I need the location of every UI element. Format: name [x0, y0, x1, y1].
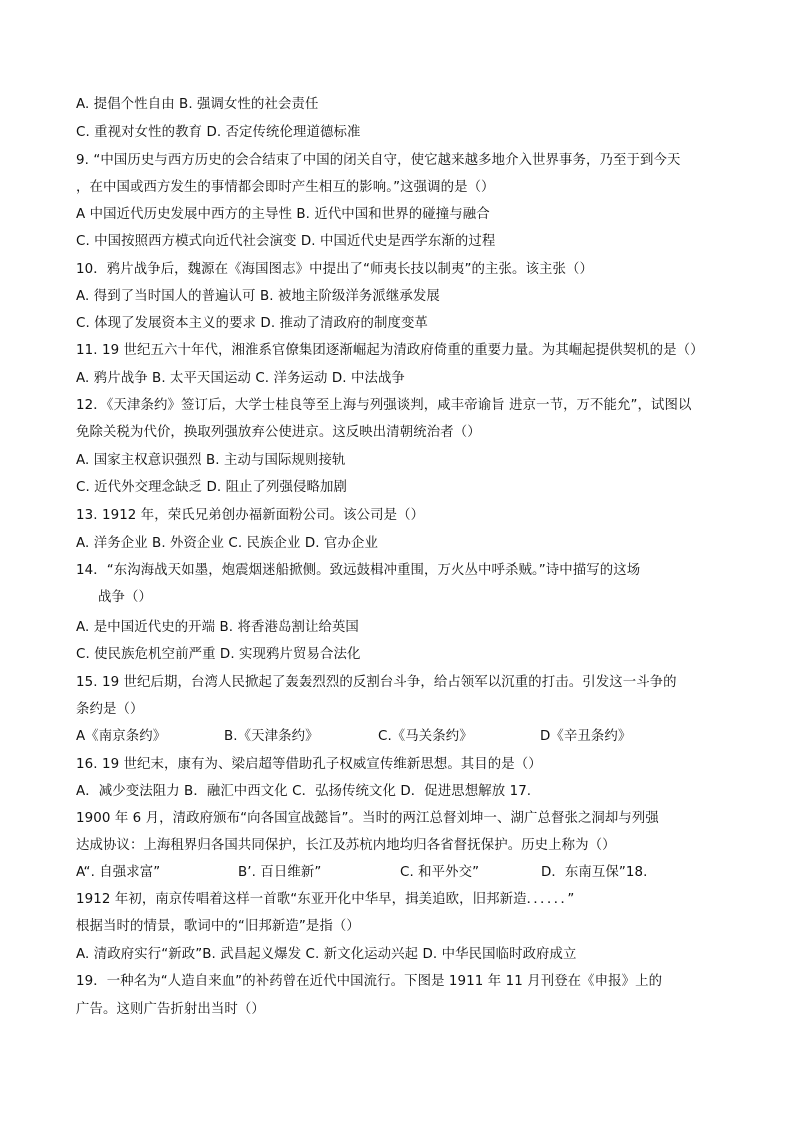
q16-options: A．减少变法阻力 B．融汇中西文化 C．弘扬传统文化 D．促进思想解放 17. [76, 784, 532, 799]
q12-options-ab: A. 国家主权意识强烈 B. 主动与国际规则接轨 [76, 453, 346, 468]
q19-stem-line2: 广告。这则广告折射出当时（） [76, 1002, 265, 1017]
q15-option-c: C.《马关条约》 [378, 729, 473, 744]
q14-options-cd: C. 使民族危机空前严重 D. 实现鸦片贸易合法化 [76, 647, 361, 662]
q14-stem-line2: 战争（） [98, 590, 152, 605]
q17-option-a: A“. 自强求富” [76, 865, 161, 880]
q17-stem-line2: 达成协议：上海租界归各国共同保护，长江及苏杭内地均归各省督抚保护。历史上称为（） [76, 838, 616, 853]
q19-stem-line1: 19．一种名为“人造自来血”的补药曾在近代中国流行。下图是 1911 年 11 月刊登在《申报》上的 [76, 974, 663, 989]
q10-options-cd: C. 体现了发展资本主义的要求 D. 推动了清政府的制度变革 [76, 316, 428, 331]
q18-stem-line2: 根据当时的情景，歌词中的“旧邦新造”是指（） [76, 919, 360, 934]
q8-options-ab: A. 提倡个性自由 B. 强调女性的社会责任 [76, 97, 319, 112]
q12-options-cd: C. 近代外交理念缺乏 D. 阻止了列强侵略加剧 [76, 480, 347, 495]
q11-stem: 11. 19 世纪五六十年代，湘淮系官僚集团逐渐崛起为清政府倚重的重要力量。为其崛起提供契机的是（） [76, 343, 704, 358]
q17-option-d: D．东南互保”18. [541, 865, 648, 880]
q8-options-cd: C. 重视对女性的教育 D. 否定传统伦理道德标准 [76, 125, 361, 140]
q11-options: A. 鸦片战争 B. 太平天国运动 C. 洋务运动 D. 中法战争 [76, 371, 405, 386]
q9-stem-line1: 9. “中国历史与西方历史的会合结束了中国的闭关自守，使它越来越多地介入世界事务，乃至于到今天 [76, 153, 681, 168]
q17-option-c: C. 和平外交” [400, 865, 480, 880]
q17-stem-line1: 1900 年 6 月，清政府颁布“向各国宣战懿旨”。当时的两江总督刘坤一、湖广总督张之洞却与列强 [76, 811, 659, 826]
q15-stem-line2: 条约是（） [76, 702, 144, 717]
q18-stem-line1: 1912 年初，南京传唱着这样一首歌“东亚开化中华早，揖美追欧，旧邦新造．．．．．．” [76, 892, 575, 907]
q12-stem-line1: 12．《天津条约》签订后，大学士桂良等至上海与列强谈判，咸丰帝谕旨 进京一节，万不能允”，试图以 [76, 398, 692, 413]
q18-options: A. 清政府实行“新政”B. 武昌起义爆发 C. 新文化运动兴起 D. 中华民国临时政府成立 [76, 947, 577, 962]
q15-stem-line1: 15. 19 世纪后期，台湾人民掀起了轰轰烈烈的反割台斗争，给占领军以沉重的打击。引发这一斗争的 [76, 675, 677, 690]
q15-option-b: B.《天津条约》 [224, 729, 319, 744]
q14-options-ab: A. 是中国近代史的开端 B. 将香港岛割让给英国 [76, 620, 359, 635]
q14-stem-line1: 14．“东沟海战天如墨，炮震烟迷船掀侧。致远鼓楫冲重围，万火丛中呼杀贼。”诗中描写的这场 [76, 563, 641, 578]
q9-options-cd: C. 中国按照西方模式向近代社会演变 D. 中国近代史是西学东渐的过程 [76, 234, 496, 249]
q15-option-a: A《南京条约》 [76, 729, 167, 744]
q10-stem: 10．鸦片战争后，魏源在《海国图志》中提出了“师夷长技以制夷”的主张。该主张（） [76, 262, 593, 277]
q12-stem-line2: 免除关税为代价，换取列强放弃公使进京。这反映出清朝统治者（） [76, 425, 481, 440]
q17-option-b: B’. 百日维新” [238, 865, 322, 880]
q9-options-ab: A 中国近代历史发展中西方的主导性 B. 近代中国和世界的碰撞与融合 [76, 207, 490, 222]
q13-stem: 13. 1912 年，荣氏兄弟创办福新面粉公司。该公司是（） [76, 508, 425, 523]
q13-options: A. 洋务企业 B. 外资企业 C. 民族企业 D. 官办企业 [76, 536, 378, 551]
q10-options-ab: A. 得到了当时国人的普遍认可 B. 被地主阶级洋务派继承发展 [76, 289, 440, 304]
q15-option-d: D《辛丑条约》 [540, 729, 632, 744]
q9-stem-line2: ，在中国或西方发生的事情都会即时产生相互的影响。”这强调的是（） [76, 180, 495, 195]
q16-stem: 16. 19 世纪末，康有为、梁启超等借助孔子权威宣传维新思想。其目的是（） [76, 757, 542, 772]
